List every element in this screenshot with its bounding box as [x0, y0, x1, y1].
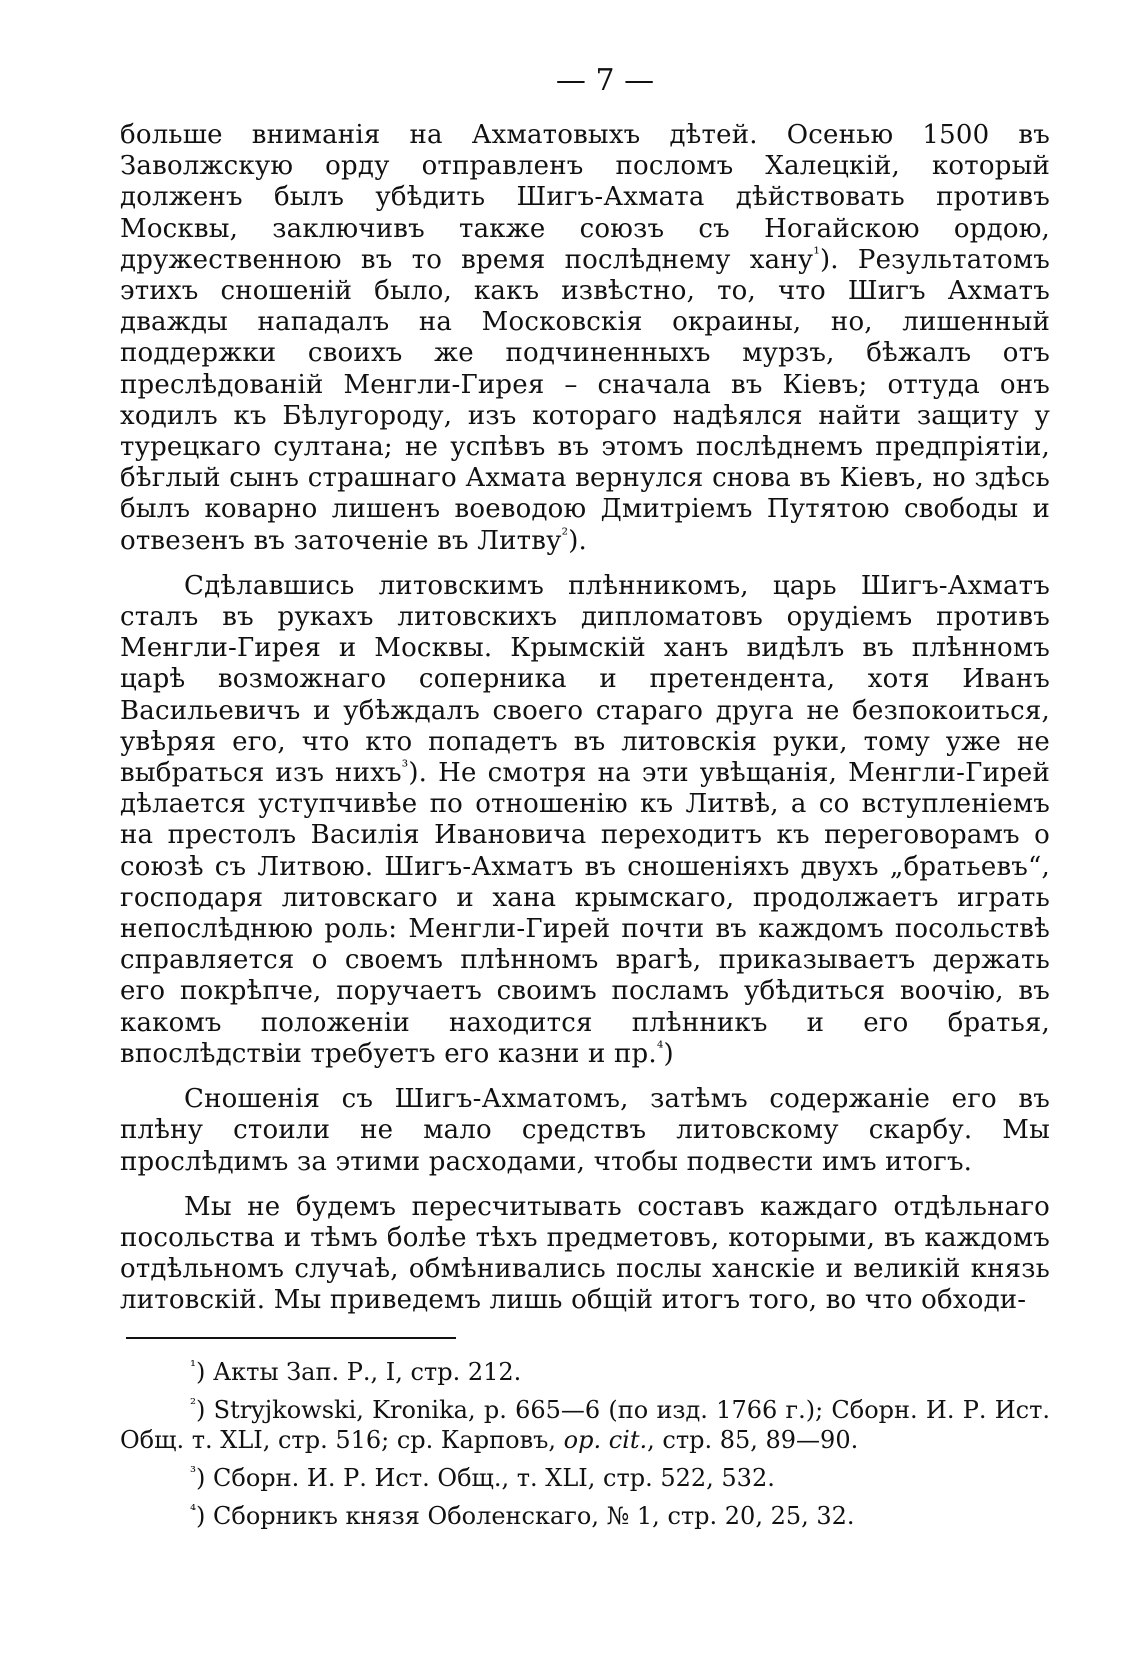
document-page: [120, 60, 1050, 1539]
footnote-divider: [126, 1337, 456, 1339]
footnotes: [120, 1357, 1050, 1531]
paragraph-3: Сношенія съ Шигъ-Ахматомъ, затѣмъ содержаніе его въ плѣну стоили не мало средствъ литовскому скарбу. Мы прослѣдимъ за этими расходами, чтобы подвести имъ итогъ.: [120, 1084, 1050, 1177]
footnote-4: [120, 1501, 1050, 1531]
footnote-text: ) Акты Зап. Р., I, стр. 212.: [196, 1357, 522, 1386]
paragraph-2: [120, 571, 1050, 1070]
footnote-text: ) Сборн. И. Р. Ист. Общ., т. XLI, стр. 522, 532.: [196, 1463, 775, 1492]
paragraph-text: ).: [568, 525, 588, 556]
footnote-text: , стр. 85, 89—90.: [647, 1425, 859, 1454]
paragraph-text: ): [663, 1038, 674, 1069]
footnote-2: [120, 1395, 1050, 1455]
footnote-1: [120, 1357, 1050, 1387]
footnote-mark: ³: [190, 1462, 197, 1481]
footnote-ref-2: ²: [561, 523, 569, 543]
paragraph-text: ). Результатомъ этихъ сношеній было, какъ извѣстно, то, что Шигъ Ахматъ дважды нападалъ на Московскія окраины, но, лишенный поддержки своихъ же подчиненныхъ мурзъ, бѣжалъ отъ преслѣдованій Менгли-Гирея – сначала въ Кіевъ; оттуда онъ ходилъ къ Бѣлугороду, изъ котораго надѣялся найти защиту у турецкаго султана; не успѣвъ въ этомъ послѣднемъ предпріятіи, бѣглый сынъ страшнаго Ахмата вернулся снова въ Кіевъ, но здѣсь былъ коварно лишенъ воеводою Дмитріемъ Путятою свободы и отвезенъ въ заточеніе въ Литву: [120, 244, 1050, 556]
footnote-3: [120, 1463, 1050, 1493]
paragraph-text: ). Не смотря на эти увѣщанія, Менгли-Гирей дѣлается уступчивѣе по отношенію къ Литвѣ, а со вступленіемъ на престолъ Василія Ивановича переходитъ къ переговорамъ о союзѣ съ Литвою. Шигъ-Ахматъ въ сношеніяхъ двухъ „братьевъ“, господаря литовскаго и хана крымскаго, продолжаетъ играть непослѣднюю роль: Менгли-Гирей почти въ каждомъ посольствѣ справляется о своемъ плѣнномъ врагѣ, приказываетъ держать его покрѣпче, поручаетъ своимъ посламъ убѣдиться воочію, въ какомъ положеніи находится плѣнникъ и его братья, впослѣдствіи требуетъ его казни и пр.: [120, 758, 1050, 1069]
paragraph-1: [120, 120, 1050, 557]
paragraph-4: Мы не будемъ пересчитывать составъ каждаго отдѣльнаго посольства и тѣмъ болѣе тѣхъ предметовъ, которыми, въ каждомъ отдѣльномъ случаѣ, обмѣнивались послы ханскіе и великій князь литовскій. Мы приведемъ лишь общій итогъ того, во что обходи-: [120, 1191, 1050, 1316]
footnote-ref-4: ⁴: [656, 1037, 664, 1057]
footnote-mark: ²: [190, 1394, 197, 1413]
footnote-text: ) Сборникъ князя Оболенскаго, № 1, стр. 20, 25, 32.: [196, 1501, 855, 1530]
footnote-ref-1: ¹: [813, 243, 820, 263]
footnote-mark: ¹: [190, 1356, 197, 1375]
footnote-text: ) Stryjkowski, Kronika, p. 665—6 (по изд. 1766 г.); Сборн. И. Р. Ист. Общ. т. XLI, стр. 516; ср. Карповъ,: [120, 1395, 1050, 1454]
footnote-italic: op. cit.: [563, 1425, 648, 1454]
paragraph-text: Сдѣлавшись литовскимъ плѣнникомъ, царь Шигъ-Ахматъ сталъ въ рукахъ литовскихъ дипломатовъ орудіемъ противъ Менгли-Гирея и Москвы. Крымскій ханъ видѣлъ въ плѣнномъ царѣ возможнаго соперника и претендента, хотя Иванъ Васильевичъ и убѣждалъ своего стараго друга не безпокоиться, увѣряя его, что кто попадетъ въ литовскія руки, тому уже не выбраться изъ нихъ: [120, 570, 1050, 789]
page-number: — 7 —: [555, 63, 655, 98]
paragraph-text: больше вниманія на Ахматовыхъ дѣтей. Осенью 1500 въ Заволжскую орду отправленъ посломъ Халецкій, который долженъ былъ убѣдить Шигъ-Ахмата дѣйствовать противъ Москвы, заключивъ также союзъ съ Ногайскою ордою, дружественною въ то время послѣднему хану: [120, 120, 1050, 275]
footnote-ref-3: ³: [401, 756, 409, 776]
footnote-mark: ⁴: [190, 1500, 197, 1519]
body-text: [120, 120, 1050, 1317]
